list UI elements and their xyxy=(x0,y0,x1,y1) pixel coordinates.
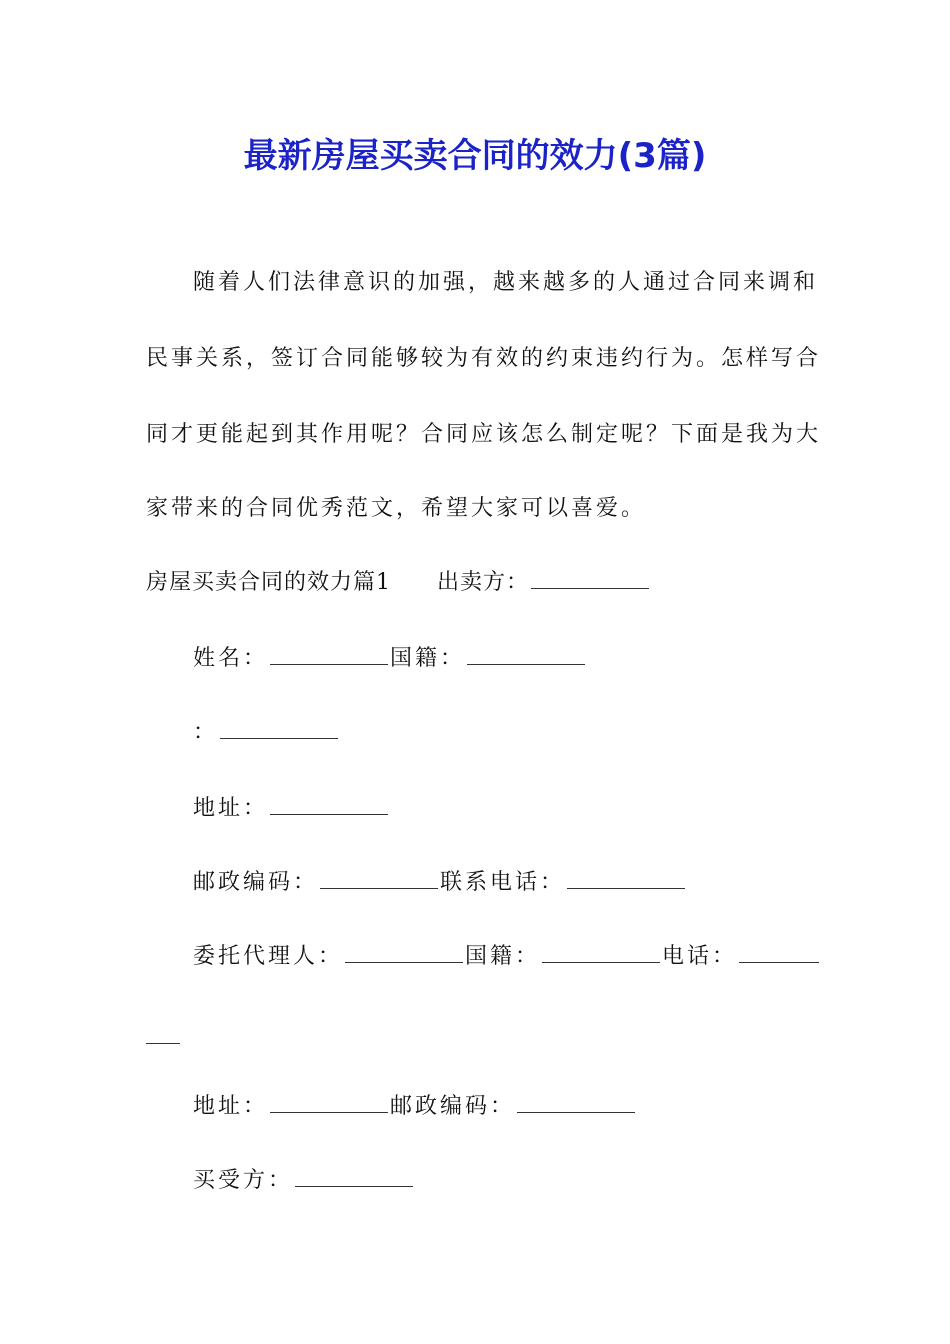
name-blank[interactable] xyxy=(270,648,388,665)
name-line xyxy=(193,644,587,674)
agent-phone-blank[interactable] xyxy=(739,946,819,963)
intro-line-3: 同才更能起到其作用呢？合同应该怎么制定呢？下面是我为大 xyxy=(146,422,822,447)
name-label: 姓名： xyxy=(193,646,269,671)
agent-nationality-label: 国籍： xyxy=(465,944,541,969)
agent-phone-label: 电话： xyxy=(662,944,738,969)
seller-label: 出卖方： xyxy=(437,570,530,595)
intro-line-2: 民事关系，签订合同能够较为有效的约束违约行为。怎样写合 xyxy=(146,346,822,371)
nationality-blank[interactable] xyxy=(467,648,585,665)
colon-line xyxy=(193,718,340,748)
postal-code-blank[interactable] xyxy=(320,872,438,889)
intro-line-1: 随着人们法律意识的加强，越来越多的人通过合同来调和 xyxy=(193,270,819,295)
postal-code-label: 邮政编码： xyxy=(193,870,319,895)
address-blank[interactable] xyxy=(270,798,388,815)
agent-nationality-blank[interactable] xyxy=(542,946,660,963)
nationality-label: 国籍： xyxy=(390,646,466,671)
agent-address-blank[interactable] xyxy=(270,1096,388,1113)
contact-phone-label: 联系电话： xyxy=(440,870,566,895)
buyer-blank[interactable] xyxy=(295,1170,413,1187)
agent-label: 委托代理人： xyxy=(193,944,344,969)
agent-line xyxy=(193,942,819,972)
buyer-label: 买受方： xyxy=(193,1168,294,1193)
colon-blank[interactable] xyxy=(220,722,338,739)
agent-address-label: 地址： xyxy=(193,1094,269,1119)
document-title: 最新房屋买卖合同的效力(3篇) xyxy=(243,136,707,176)
buyer-line xyxy=(193,1166,415,1196)
address-line xyxy=(193,794,390,824)
agent-address-line xyxy=(193,1092,637,1122)
intro-line-4: 家带来的合同优秀范文，希望大家可以喜爱。 xyxy=(146,496,647,521)
seller-blank[interactable] xyxy=(531,572,649,589)
section-heading-line xyxy=(146,568,651,598)
address-label: 地址： xyxy=(193,796,269,821)
postal-line xyxy=(193,868,687,898)
agent-phone-blank-continued[interactable] xyxy=(146,1042,180,1044)
agent-postal-code-blank[interactable] xyxy=(517,1096,635,1113)
contact-phone-blank[interactable] xyxy=(567,872,685,889)
agent-blank[interactable] xyxy=(345,946,463,963)
colon-label: ： xyxy=(193,720,219,745)
section-heading: 房屋买卖合同的效力篇1 xyxy=(146,570,391,595)
agent-postal-code-label: 邮政编码： xyxy=(390,1094,516,1119)
